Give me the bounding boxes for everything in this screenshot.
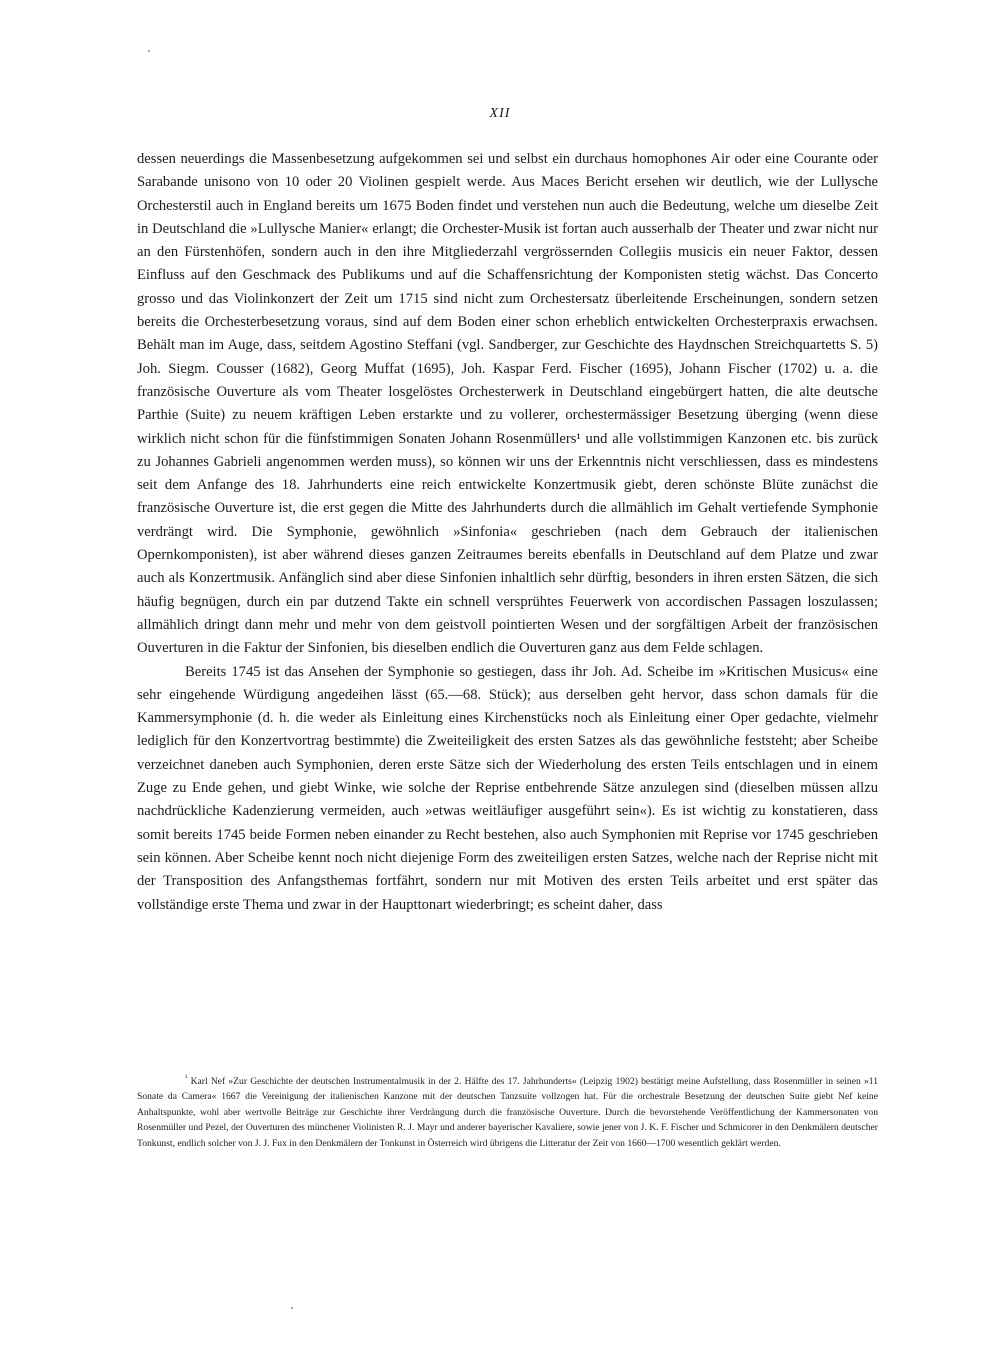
footnote-marker: ¹ (185, 1072, 188, 1082)
footnote-block (137, 1074, 878, 1151)
footnote-text: Karl Nef »Zur Geschichte der deutschen Instrumentalmusik in der 2. Hälfte des 17. Jahrhunderts« (Leipzig 1902) bestätigt meine Aufstellung, dass Rosenmüller in seinen »11 Sonate da Camera« 1667 die Vereinigung der italienischen Kanzone mit der deutschen Tanzsuite vollzogen hat. Für die orchestrale Besetzung der deutschen Suite giebt Nef keine Anhaltspunkte, wohl aber wertvolle Beiträge zur Geschichte ihrer Verdrängung durch die französische Ouverture. Durch die bevorstehende Veröffentlichung der Kammersonaten von Rosenmüller und Pezel, der Ouverturen des münchener Violinisten R. J. Mayr und anderer bayerischer Kavaliere, sowie jener von J. K. F. Fischer und Schmicorer in den Denkmälern deutscher Tonkunst, endlich solcher von J. J. Fux in den Denkmälern der Tonkunst in Österreich wird übrigens die Litteratur der Zeit von 1660—1700 wesentlich geklärt werden. (137, 1076, 878, 1149)
scan-speck (291, 1307, 293, 1309)
paragraph: Bereits 1745 ist das Ansehen der Symphonie so gestiegen, dass ihr Joh. Ad. Scheibe im »Kritischen Musicus« eine sehr eingehende Würdigung angedeihen lässt (65.—68. Stück); aus derselben geht hervor, dass schon damals für die Kammersymphonie (d. h. die weder als Einleitung eines Kirchenstücks noch als Einleitung einer Oper gedachte, vielmehr lediglich für den Konzertvortrag bestimmte) die Zweiteiligkeit des ersten Satzes als das gewöhnliche feststeht; aber Scheibe verzeichnet daneben auch Symphonien, deren erste Sätze sich der Wiederholung des ersten Teils entschlagen und in einem Zuge zu Ende gehen, und giebt Winke, wie solche der Reprise entbehrende Sätze anzulegen sind (dieselben müssen allzu nachdrückliche Kadenzierung vermeiden, auch »etwas weitläufiger ausgeführt sein«). Es ist wichtig zu konstatieren, dass somit bereits 1745 beide Formen neben einander zu Recht bestehen, also auch Symphonien mit Reprise vor 1745 geschrieben sein können. Aber Scheibe kennt noch nicht diejenige Form des zweiteiligen ersten Satzes, welche nach der Reprise nicht mit der Transposition des Anfangsthemas fortfährt, sondern nur mit Motiven des ersten Teils arbeitet und erst später das vollständige erste Thema und zwar in der Haupttonart wiederbringt; es scheint daher, dass (137, 663, 878, 913)
footnote (137, 1074, 878, 1151)
main-text (137, 148, 878, 917)
scan-speck (148, 50, 150, 52)
page-number: XII (489, 106, 511, 121)
paragraph: dessen neuerdings die Massenbesetzung aufgekommen sei und selbst ein durchaus homophones Air oder eine Courante oder Sarabande unisono von 10 oder 20 Violinen gespielt werde. Aus Maces Bericht ersehen wir deutlich, wie der Lullysche Orchesterstil auch in England bereits um 1675 Boden findet und verstehen nun auch die Bedeutung, welche um dieselbe Zeit in Deutschland die »Lullysche Manier« erlangt; die Orchester-Musik ist fortan auch ausserhalb der Theater und zwar nicht nur an den Fürstenhöfen, sondern auch in den ihre Mitgliederzahl vergrössernden Collegiis musicis ein neuer Faktor, dessen Einfluss auf den Geschmack des Publikums und auf die Schaffensrichtung der Komponisten stetig wächst. Das Concerto grosso und das Violinkonzert der Zeit um 1715 sind nicht zum Orchestersatz überleitende Erscheinungen, sondern setzen bereits die Orchesterbesetzung voraus, sind auf dem Boden einer schon erheblich entwickelten Orchesterpraxis erwachsen. Behält man im Auge, dass, seitdem Agostino Steffani (vgl. Sandberger, zur Geschichte des Haydnschen Streichquartetts S. 5) Joh. Siegm. Cousser (1682), Georg Muffat (1695), Joh. Kaspar Ferd. Fischer (1695), Johann Fischer (1702) u. a. die französische Ouverture als vom Theater losgelöstes Orchesterwerk in Deutschland eingebürgert hatten, die alte deutsche Parthie (Suite) zu neuem kräftigen Leben erstarkte und zu vollerer, orchestermässiger Besetzung überging (wenn diese wirklich nicht schon für die fünfstimmigen Sonaten Johann Rosenmüllers¹ und alle vollstimmigen Kanzonen etc. bis zurück zu Johannes Gabrieli angenommen werden muss), so können wir uns der Erkenntnis nicht verschliessen, dass es mindestens seit dem Anfange des 18. Jahrhunderts eine reich entwickelte Konzertmusik giebt, deren schönste Blüte zunächst die französische Ouverture ist, die erst gegen die Mitte des Jahrhunderts durch die allmählich im Gehalt vertiefende Symphonie verdrängt wird. Die Symphonie, gewöhnlich »Sinfonia« geschrieben (nach dem Gebrauch der italienischen Opernkomponisten), ist aber während dieses ganzen Zeitraumes bereits ebenfalls in Deutschland auf dem Platze und zwar auch als Konzertmusik. Anfänglich sind aber diese Sinfonien inhaltlich sehr dürftig, besonders in ihren ersten Sätzen, die sich häufig begnügen, durch ein par dutzend Takte ein schnell versprühtes Feuerwerk von accordischen Passagen loszulassen; allmählich dringt dann mehr und mehr von dem geistvoll pointierten Wesen und der sorgfältigen Arbeit der französischen Ouverturen in die Faktur der Sinfonien, bis dieselben endlich die Ouverturen ganz aus dem Felde schlagen. (137, 151, 878, 657)
